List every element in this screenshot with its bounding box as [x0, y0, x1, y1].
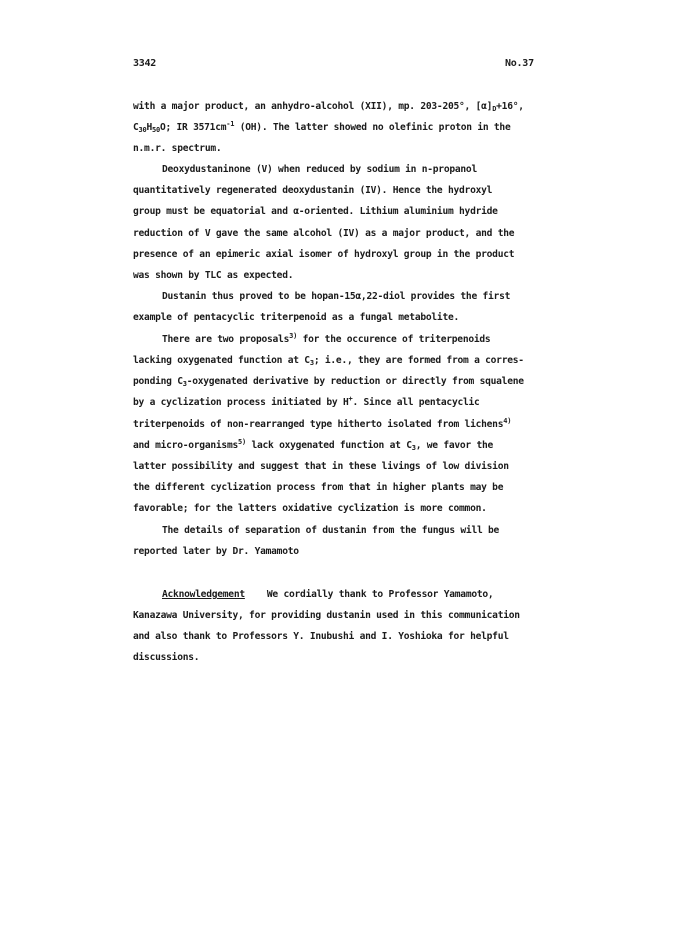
text-line: presence of an epimeric axial isomer of hydroxyl group in the product: [133, 249, 515, 260]
text-line: reduction of V gave the same alcohol (IV) as a major product, and the: [133, 228, 515, 239]
text-line: and also thank to Professors Y. Inubushi and I. Yoshioka for helpful: [133, 631, 509, 642]
text-line: triterpenoids of non-rearranged type hitherto isolated from lichens$^{4)}$: [133, 417, 512, 430]
text-line: lacking oxygenated function at $C_3$; i.e., they are formed from a corres-: [133, 355, 524, 367]
text-line: was shown by TLC as expected.: [133, 270, 294, 281]
text-line: group must be equatorial and α-oriented. Lithium aluminium hydride: [133, 206, 498, 217]
text-line: discussions.: [133, 652, 200, 663]
text-line: example of pentacyclic triterpenoid as a fungal metabolite.: [133, 312, 460, 323]
text-line: Kanazawa University, for providing dustanin used in this communication: [133, 610, 520, 621]
text-line: Dustanin thus proved to be hopan-15α,22-diol provides the first: [162, 291, 511, 302]
text-line: $C_{30}H_{50}O$; IR $3571cm^{-1}$ (OH). The latter showed no olefinic proton in the: [133, 120, 511, 134]
acknowledgement-line: Acknowledgement We cordially thank to Professor Yamamoto,: [162, 589, 494, 600]
acknowledgement-heading: Acknowledgement: [162, 589, 245, 600]
text-line: There are two proposals$^{3)}$ for the occurence of triterpenoids: [162, 332, 491, 345]
text-line: with a major product, an anhydro-alcohol (XII), mp. 203-205°, $[\alpha]_D+16^\circ$,: [133, 101, 524, 113]
page-number: 3342: [133, 58, 157, 69]
issue-number: No.37: [505, 58, 534, 69]
text-line: quantitatively regenerated deoxydustanin (IV). Hence the hydroxyl: [133, 185, 493, 196]
text-line: favorable; for the latters oxidative cyclization is more common.: [133, 503, 487, 514]
text-line: by a cyclization process initiated by H+. Since all pentacyclic: [133, 395, 480, 408]
text-line: latter possibility and suggest that in these livings of low division: [133, 461, 509, 472]
text-line: the different cyclization process from that in higher plants may be: [133, 482, 504, 493]
text-line: reported later by Dr. Yamamoto: [133, 546, 299, 557]
text-line: and micro-organisms$^{5)}$ lack oxygenated function at $C_3$, we favor the: [133, 438, 494, 452]
text-line: n.m.r. spectrum.: [133, 143, 222, 154]
text-line: Deoxydustaninone (V) when reduced by sodium in n-propanol: [162, 164, 477, 175]
text-line: ponding $C_3$-oxygenated derivative by reduction or directly from squalene: [133, 376, 524, 388]
text-line: The details of separation of dustanin from the fungus will be: [162, 525, 500, 536]
